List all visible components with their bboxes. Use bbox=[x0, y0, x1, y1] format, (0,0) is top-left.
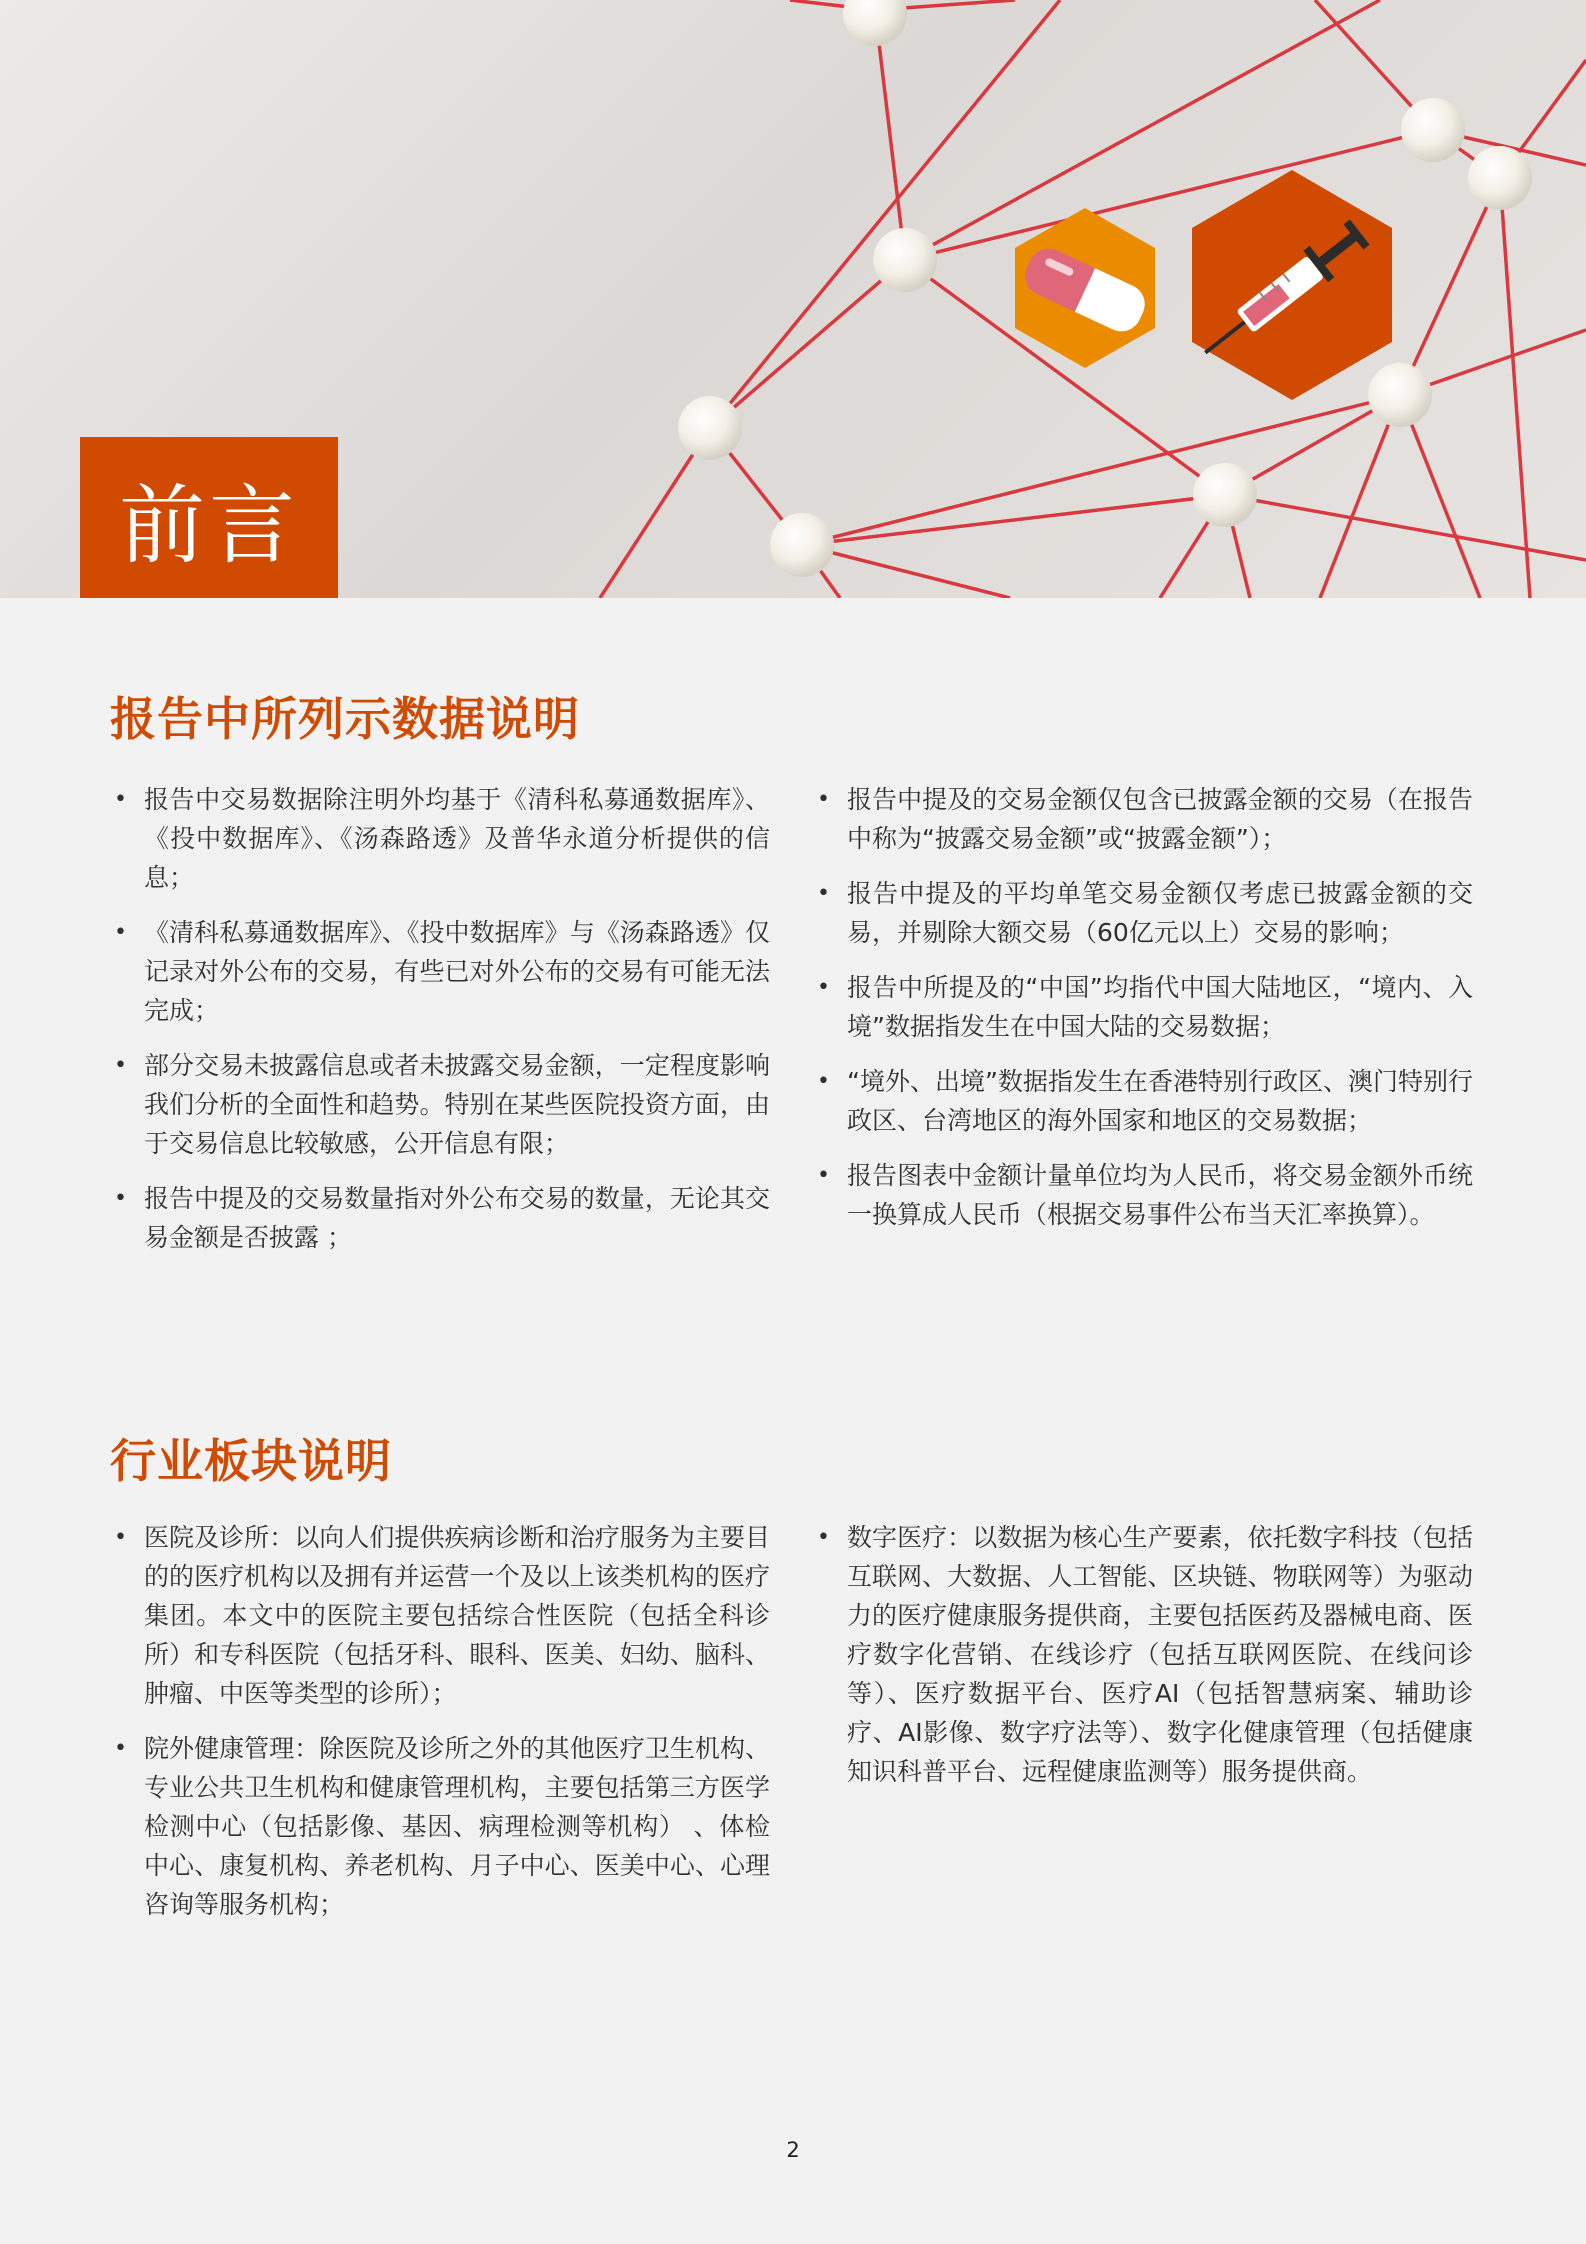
page-title-box bbox=[80, 437, 338, 598]
list-item: • 医院及诊所：以向人们提供疾病诊断和治疗服务为主要目的的医疗机构以及拥有并运营一个及以上该类机构的医疗集团。本文中的医院主要包括综合性医院（包括全科诊所）和专科医院（包括牙科、眼科、医美、妇幼、脑科、肿瘤、中医等类型的诊所）； bbox=[110, 1518, 770, 1713]
list-item: • 报告中提及的交易数量指对外公布交易的数量，无论其交易金额是否披露 ； bbox=[110, 1179, 770, 1257]
page-number: 2 bbox=[786, 2138, 800, 2162]
list-item: • 报告中所提及的“中国”均指代中国大陆地区，“境内、入境”数据指发生在中国大陆的交易数据； bbox=[813, 968, 1473, 1046]
list-item: • 部分交易未披露信息或者未披露交易金额，一定程度影响我们分析的全面性和趋势。特别在某些医院投资方面，由于交易信息比较敏感，公开信息有限； bbox=[110, 1046, 770, 1163]
list-item: • 报告中提及的平均单笔交易金额仅考虑已披露金额的交易，并剔除大额交易（60亿元以上）交易的影响； bbox=[813, 874, 1473, 952]
list-item: • “境外、出境”数据指发生在香港特别行政区、澳门特别行政区、台湾地区的海外国家和地区的交易数据； bbox=[813, 1062, 1473, 1140]
section-heading-data-notes: 报告中所列示数据说明 bbox=[110, 692, 580, 746]
list-item: • 报告中提及的交易金额仅包含已披露金额的交易（在报告中称为“披露交易金额”或“披露金额”）； bbox=[813, 780, 1473, 858]
industry-left-list bbox=[110, 1518, 770, 1940]
data-notes-right-list bbox=[813, 780, 1473, 1250]
syringe-icon bbox=[1192, 170, 1392, 400]
list-item: • 报告图表中金额计量单位均为人民币，将交易金额外币统一换算成人民币（根据交易事件公布当天汇率换算）。 bbox=[813, 1156, 1473, 1234]
hero-banner bbox=[0, 0, 1586, 598]
list-item: • 数字医疗：以数据为核心生产要素，依托数字科技（包括互联网、大数据、人工智能、区块链、物联网等）为驱动力的医疗健康服务提供商，主要包括医药及器械电商、医疗数字化营销、在线诊疗（包括互联网医院、在线问诊等）、医疗数据平台、医疗AI（包括智慧病案、辅助诊疗、AI影像、数字疗法等）、数字化健康管理（包括健康知识科普平台、远程健康监测等）服务提供商。 bbox=[813, 1518, 1473, 1791]
list-item: • 《清科私募通数据库》、《投中数据库》与《汤森路透》仅记录对外公布的交易，有些已对外公布的交易有可能无法完成； bbox=[110, 913, 770, 1030]
pill-capsule-icon bbox=[1015, 208, 1155, 368]
list-item: • 院外健康管理：除医院及诊所之外的其他医疗卫生机构、专业公共卫生机构和健康管理机构，主要包括第三方医学检测中心（包括影像、基因、病理检测等机构） 、体检中心、康复机构、养老机构、月子中心、医美中心、心理咨询等服务机构； bbox=[110, 1729, 770, 1924]
list-item: • 报告中交易数据除注明外均基于《清科私募通数据库》、《投中数据库》、《汤森路透》及普华永道分析提供的信息； bbox=[110, 780, 770, 897]
industry-right-list bbox=[813, 1518, 1473, 1807]
page-title: 前言 bbox=[119, 475, 299, 576]
data-notes-left-list bbox=[110, 780, 770, 1273]
section-heading-industry: 行业板块说明 bbox=[110, 1434, 392, 1488]
